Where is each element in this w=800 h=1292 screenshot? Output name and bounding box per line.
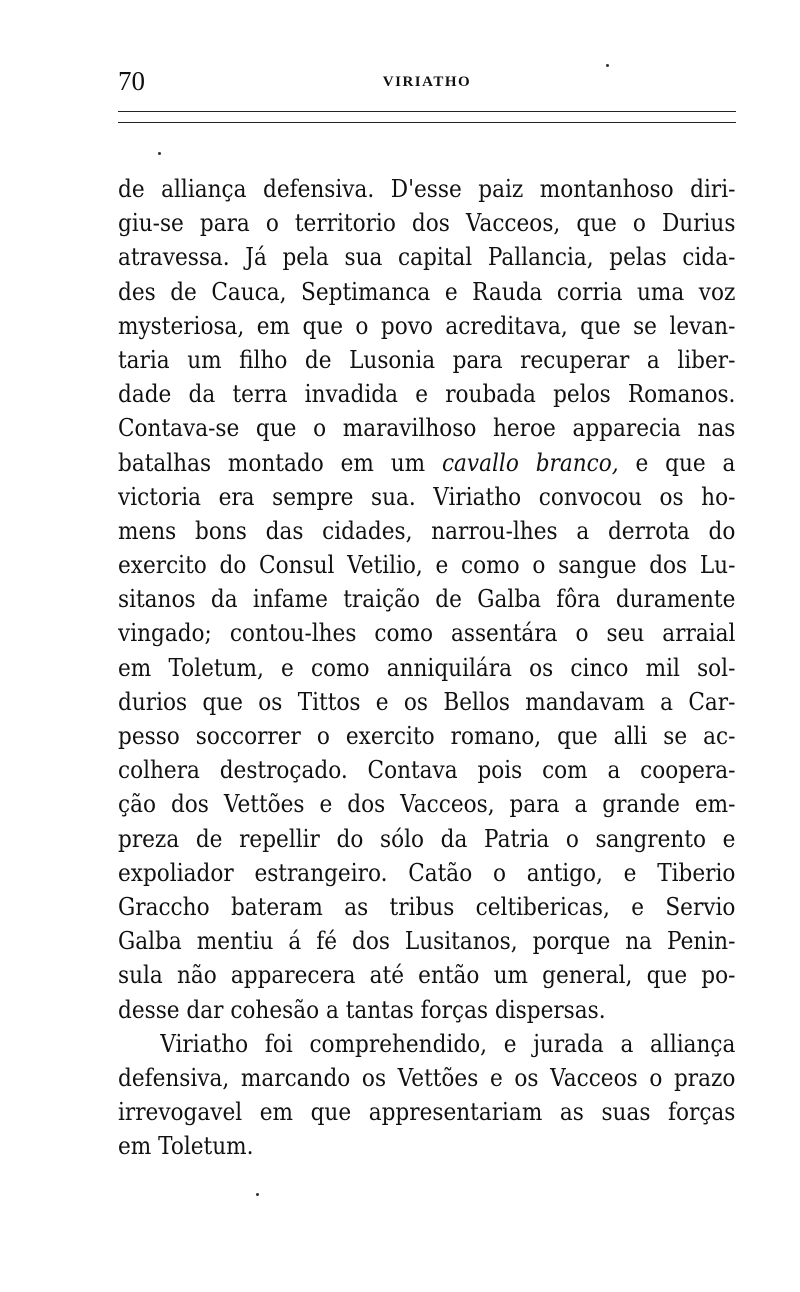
text-line: em Toletum, e como anniquilára os cinco mil sol- [118,653,736,682]
header-rule-bottom [118,122,736,123]
print-speck [606,64,609,67]
text-run: batalhas montado em um [118,448,442,477]
print-speck [158,152,161,155]
text-line: sula não apparecera até então um general, que po- [118,961,736,990]
text-line: sitanos da infame traição de Galba fôra duramente [118,585,736,614]
text-line: exercito do Consul Vetilio, e como o sangue dos Lu- [118,551,736,580]
page-number: 70 [118,66,145,96]
text-line: des de Cauca, Septimanca e Rauda corria uma voz [118,277,736,306]
text-line: ção dos Vettões e dos Vacceos, para a grande em- [118,790,736,819]
running-title: VIRIATHO [382,74,472,90]
text-line: preza de repellir do sólo da Patria o sangrento e [118,824,736,853]
text-line: mysteriosa, em que o povo acreditava, que se levan- [118,311,736,340]
text-line: defensiva, marcando os Vettões e os Vacceos o prazo [118,1063,736,1092]
body-text [118,172,736,1163]
text-line-with-italic [118,446,735,480]
text-line: giu-se para o territorio dos Vacceos, que o Durius [118,209,736,238]
text-line: Galba mentiu á fé dos Lusitanos, porque na Penin- [118,927,736,956]
text-line: expoliador estrangeiro. Catão o antigo, e Tiberio [118,858,736,887]
text-line: durios que os Tittos e os Bellos mandavam a Car- [118,687,736,716]
text-line: em Toletum. [118,1132,254,1161]
print-speck [256,1193,259,1196]
text-line: pesso soccorrer o exercito romano, que alli se ac- [118,722,736,750]
italic-phrase: cavallo branco, [441,448,619,477]
text-line: de alliança defensiva. D'esse paiz montanhoso diri- [118,175,736,203]
page-header [118,62,736,102]
text-run: e que a [618,448,736,477]
text-line: vingado; contou-lhes como assentára o seu arraial [118,619,736,648]
header-rule-top [118,111,736,112]
text-line: colhera destroçado. Contava pois com a coopera- [118,756,736,785]
text-line: Graccho bateram as tribus celtibericas, e Servio [118,892,736,921]
text-line: victoria era sempre sua. Viriatho convocou os ho- [118,482,736,511]
text-line: mens bons das cidades, narrou-lhes a derrota do [118,516,736,545]
text-line: taria um filho de Lusonia para recuperar a liber- [118,345,736,374]
text-line: dade da terra invadida e roubada pelos Romanos. [118,380,736,409]
paragraph-first-line: Viriatho foi comprehendido, e jurada a alliança [160,1029,736,1058]
text-line: Contava-se que o maravilhoso heroe apparecia nas [118,414,736,443]
text-line: atravessa. Já pela sua capital Pallancia, pelas cida- [118,243,736,272]
text-line: irrevogavel em que appresentariam as suas forças [118,1098,736,1127]
text-line: desse dar cohesão a tantas forças dispersas. [118,995,606,1024]
